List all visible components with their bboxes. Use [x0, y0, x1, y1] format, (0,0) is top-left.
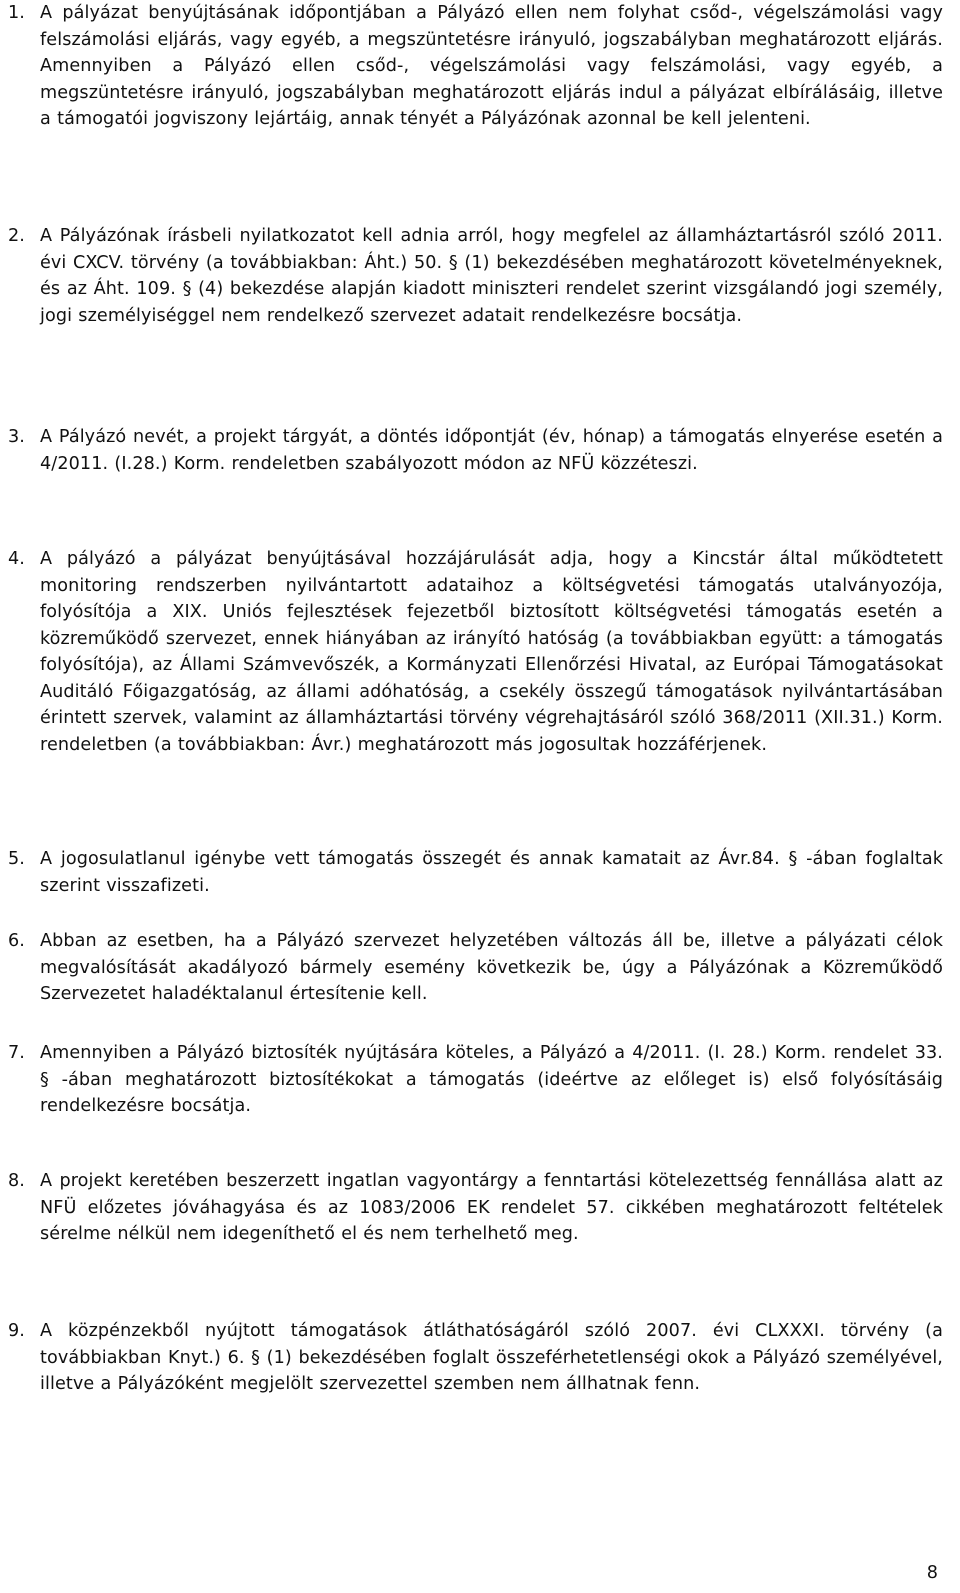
item-number: 1. [8, 3, 25, 23]
list-item-8 [8, 1168, 943, 1248]
list-item-4 [8, 546, 943, 758]
list-item-1 [8, 0, 943, 133]
item-number: 9. [8, 1321, 25, 1341]
item-text: A pályázó a pályázat benyújtásával hozzájárulását adja, hogy a Kincstár által működtetett monitoring rendszerben nyilvántartott adataihoz a költségvetési támogatás utalványozója, folyósítója a XIX. Uniós fejlesztések fejezetből biztosított költségvetési támogatás esetén a közreműködő szervezet, ennek hiányában az irányító hatóság (a továbbiakban együtt: a támogatás folyósítója), az Állami Számvevőszék, a Kormányzati Ellenőrzési Hivatal, az Európai Támogatásokat Auditáló Főigazgatóság, az állami adóhatóság, a csekély összegű támogatások nyilvántartásában érintett szervek, valamint az államháztartási törvény végrehajtásáról szóló 368/2011 (XII.31.) Korm. rendeletben (a továbbiakban: Ávr.) meghatározott más jogosultak hozzáférjenek. [40, 549, 943, 755]
item-number: 3. [8, 427, 25, 447]
item-number: 4. [8, 549, 25, 569]
item-number: 6. [8, 931, 25, 951]
item-text: A jogosulatlanul igénybe vett támogatás összegét és annak kamatait az Ávr.84. § -ában foglaltak szerint visszafizeti. [40, 849, 943, 896]
item-number: 8. [8, 1171, 25, 1191]
item-number: 2. [8, 226, 25, 246]
item-text: A pályázat benyújtásának időpontjában a Pályázó ellen nem folyhat csőd-, végelszámolási vagy felszámolási eljárás, vagy egyéb, a megszüntetésre irányuló, jogszabályban meghatározott eljárás. Amennyiben a Pályázó ellen csőd-, végelszámolási vagy felszámolási, vagy egyéb, a megszüntetésre irányuló, jogszabályban meghatározott eljárás indul a pályázat elbírálásáig, illetve a támogatói jogviszony lejártáig, annak tényét a Pályázónak azonnal be kell jelenteni. [40, 3, 943, 129]
list-item-7 [8, 1040, 943, 1120]
item-text: A közpénzekből nyújtott támogatások átláthatóságáról szóló 2007. évi CLXXXI. törvény (a továbbiakban Knyt.) 6. § (1) bekezdésében foglalt összeférhetetlenségi okok a Pályázó személyével, illetve a Pályázóként megjelölt szervezettel szemben nem állhatnak fenn. [40, 1321, 943, 1394]
item-text: Amennyiben a Pályázó biztosíték nyújtására köteles, a Pályázó a 4/2011. (I. 28.) Korm. rendelet 33. § -ában meghatározott biztosítékokat a támogatás (ideértve az előleget is) első folyósításáig rendelkezésre bocsátja. [40, 1043, 943, 1116]
list-item-9 [8, 1318, 943, 1398]
item-text: A Pályázónak írásbeli nyilatkozatot kell adnia arról, hogy megfelel az államháztartásról szóló 2011. évi CXCV. törvény (a továbbiakban: Áht.) 50. § (1) bekezdésében meghatározott követelményeknek, és az Áht. 109. § (4) bekezdése alapján kiadott miniszteri rendelet szerint vizsgálandó jogi személy, jogi személyiséggel nem rendelkező szervezet adatait rendelkezésre bocsátja. [40, 226, 943, 326]
item-text: Abban az esetben, ha a Pályázó szervezet helyzetében változás áll be, illetve a pályázati célok megvalósítását akadályozó bármely esemény következik be, úgy a Pályázónak a Közreműködő Szervezetet haladéktalanul értesítenie kell. [40, 931, 943, 1004]
list-item-3 [8, 424, 943, 477]
item-text: A projekt keretében beszerzett ingatlan vagyontárgy a fenntartási kötelezettség fennállása alatt az NFÜ előzetes jóváhagyása és az 1083/2006 EK rendelet 57. cikkében meghatározott feltételek sérelme nélkül nem idegeníthető el és nem terhelhető meg. [40, 1171, 943, 1244]
item-number: 7. [8, 1043, 25, 1063]
list-item-6 [8, 928, 943, 1008]
list-item-5 [8, 846, 943, 899]
list-item-2 [8, 223, 943, 329]
item-text: A Pályázó nevét, a projekt tárgyát, a döntés időpontját (év, hónap) a támogatás elnyerése esetén a 4/2011. (I.28.) Korm. rendeletben szabályozott módon az NFÜ közzéteszi. [40, 427, 943, 474]
item-number: 5. [8, 849, 25, 869]
page-number: 8 [926, 1563, 938, 1583]
